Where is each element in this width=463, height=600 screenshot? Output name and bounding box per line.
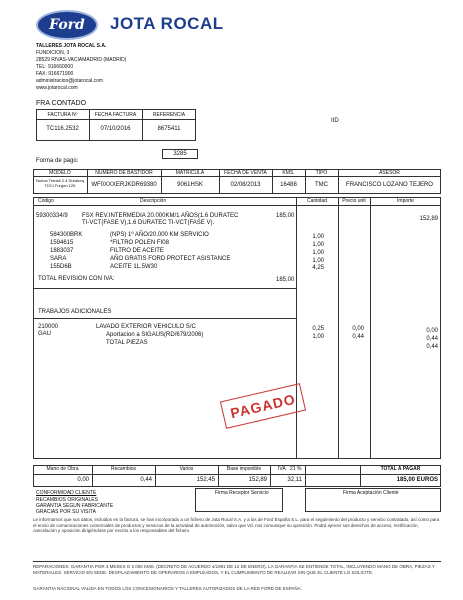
part-desc-4: AÑO GRATIS FORD PROTECT ASISTANCE xyxy=(110,256,231,262)
additional-qty-1: 0,25 xyxy=(312,326,324,332)
part-qty-2: 1,00 xyxy=(312,242,324,248)
additional-code-1: 210000 xyxy=(38,324,59,330)
h-kms: KMS. xyxy=(282,170,295,176)
additional-price-2: 0,44 xyxy=(352,334,364,340)
col-referencia: REFERENCIA xyxy=(152,112,186,118)
ford-logo-text: Ford xyxy=(49,17,85,33)
h-bastidor: NUMERO DE BASTIDOR xyxy=(95,170,153,176)
h-base-imponible: Base imponible xyxy=(226,466,262,472)
service-desc-2: TI-VCT(FASE V),1.6 DURATEC TI-VCT(FASE V). xyxy=(82,220,215,226)
additional-desc-1: LAVADO EXTERIOR VEHICULO S/C xyxy=(96,324,196,330)
address-phone: TEL: 916660000 xyxy=(36,64,73,70)
h-iva: IVA xyxy=(278,466,286,472)
client-line-1: RECAMBIOS ORIGINALES xyxy=(36,497,98,503)
h-tipo: TIPO xyxy=(315,170,328,176)
service-code: 59300334/9 xyxy=(36,213,68,219)
client-line-2: GARANTIA SEGUN FABRICANTE xyxy=(36,503,114,509)
part-qty-5: 4,25 xyxy=(312,265,324,271)
additional-qty-2: 1,00 xyxy=(312,334,324,340)
company-name: JOTA ROCAL xyxy=(110,14,224,33)
vehicle-modelo: Nueva Transit 2.4 Duratorq TDCi Furgon 125 xyxy=(35,178,85,188)
total-pagar-value: 185,00 EUROS xyxy=(396,477,438,483)
footer-legal-2: REPARACIONES: GARANTIA POR 3 MESES O 2.000 KMS. (DECRETO DE ACUERDO 4/1991 DE 12 DE ENERO). LA GARANTIA SE ENTIENDE TOTAL, INCLUYENDO MANO DE OBRA, PIEZAS Y MATERIALES. SERVICIO EN SEDE. DESPLAZAMIENTO DE OPERARIOS A EMPLEADOS, Y EL CUMPLIMIENTO DE REALIZAR SIN QUE EL CLIENTE LO SOLICITE. xyxy=(33,564,435,575)
factura-date: 07/10/2016 xyxy=(100,126,131,132)
mano-obra-value: 0,00 xyxy=(77,477,89,483)
h-cantidad: Cantidad xyxy=(306,198,327,204)
address-web: www.jotarocal.com xyxy=(36,85,78,91)
vehicle-tipo: TMC xyxy=(315,182,328,188)
part-code-4: SARA xyxy=(50,256,67,262)
vehicle-matricula: 9061HSK xyxy=(177,182,203,188)
footer-legal-1: Le informamos que sus datos, incluidos en la factura, se han incorporado a un fichero de Jota Rocal S.A. y a los de Ford España S.L. para el seguimiento del producto y servicio contratado, así como para el envío de comunicaciones comerciales de productos y servicios de la actividad de automoción, salvo que Vd. nos comunique su oposición. Podrá ejercer sus derechos de acceso, rectificación, cancelación y oposición dirigiéndose por escrito a los responsables del fichero. xyxy=(33,517,440,533)
additional-total-value: 0,44 xyxy=(426,344,438,350)
recambios-value: 0,44 xyxy=(140,477,152,483)
additional-desc-2: Aportacion a SIGAUS(RD/679/2006) xyxy=(106,332,204,338)
part-qty-3: 1,00 xyxy=(312,250,324,256)
col-fecha: FECHA FACTURA xyxy=(94,112,137,118)
part-qty-4: 1,00 xyxy=(312,258,324,264)
additional-total-label: TOTAL PIEZAS xyxy=(106,340,148,346)
h-precio: Precio unit xyxy=(342,198,366,204)
firma-cliente: Firma Aceptación Cliente xyxy=(343,490,399,496)
firma-taller: Firma Receptor Servicio xyxy=(215,490,269,496)
h-matricula: MATRICULA xyxy=(175,170,205,176)
client-code: 3285 xyxy=(162,149,198,159)
h-fecha-venta: FECHA DE VENTA xyxy=(224,170,267,176)
varios-value: 152,45 xyxy=(196,477,215,483)
forma-pago-label: Forma de pago: xyxy=(36,158,79,164)
h-modelo: MODELO xyxy=(49,170,71,176)
vehicle-kms: 16488 xyxy=(280,182,297,188)
address-line-2: FUNDICION, 3 xyxy=(36,50,70,56)
service-desc-value: 185,00 xyxy=(276,213,295,219)
service-importe: 152,89 xyxy=(419,216,438,222)
col-factura: FACTURA Nº xyxy=(47,112,78,118)
part-qty-1: 1,00 xyxy=(312,234,324,240)
additional-code-2: GAU xyxy=(38,331,52,337)
vehicle-bastidor: WF0XXXERJKDR69380 xyxy=(91,182,157,188)
paid-stamp: PAGADO xyxy=(220,383,306,429)
part-desc-1: (NPS) 1º AÑO/20.000 KM SERVICIO xyxy=(110,232,209,238)
vehicle-fecha: 02/08/2013 xyxy=(230,182,261,188)
h-varios: Varios xyxy=(179,466,194,472)
iid-label: IID xyxy=(331,118,339,124)
footer-legal-3: GARANTIA NACIONAL VALIDA EN TODOS LOS CONCESIONARIOS Y TALLERES AUTORIZADOS DE LA RED FORD DE ESPAÑA. xyxy=(33,586,302,591)
ford-logo xyxy=(36,10,98,40)
additional-price-1: 0,00 xyxy=(352,326,364,332)
h-mano-obra: Mano de Obra xyxy=(46,466,79,472)
h-descripcion: Descripción xyxy=(140,198,167,204)
service-total-value: 185,00 xyxy=(276,277,295,283)
h-asesor: ASESOR xyxy=(379,170,400,176)
additional-importe-2: 0,44 xyxy=(426,336,438,342)
address-email: administracion@jotarocal.com xyxy=(36,78,104,84)
h-total-pagar: TOTAL A PAGAR xyxy=(380,466,421,472)
client-line-3: GRACIAS POR SU VISITA xyxy=(36,509,96,515)
h-codigo: Código xyxy=(38,198,54,204)
base-imponible-value: 152,89 xyxy=(248,477,267,483)
service-total-label: TOTAL REVISION CON IVA: xyxy=(38,276,115,282)
conformidad-cliente: CONFORMIDAD CLIENTE xyxy=(36,490,97,496)
factura-reference: 8675411 xyxy=(157,126,181,132)
iva-value: 32,11 xyxy=(287,477,302,483)
part-code-1: 584300BRK xyxy=(50,232,83,238)
part-code-3: 1883037 xyxy=(50,248,74,254)
address-line-3: 28529 RIVAS-VACIAMADRID (MADRID) xyxy=(36,57,127,63)
h-importe: Importe xyxy=(397,198,414,204)
invoice-type: FRA CONTADO xyxy=(36,100,87,107)
iva-percentage: 21 % xyxy=(290,466,302,472)
additional-importe-1: 0,00 xyxy=(426,328,438,334)
factura-number: TC116.2532 xyxy=(46,126,79,132)
part-desc-2: *FILTRO POLEN FI08 xyxy=(110,240,169,246)
address-line-1: TALLERES JOTA ROCAL S.A. xyxy=(36,43,107,49)
part-code-5: 155D6B xyxy=(50,264,72,270)
part-code-2: 1594615 xyxy=(50,240,74,246)
service-desc-1: FSX REV.INTERMEDIA 20.000KM/1 AÑOS(1.6 DURATEC xyxy=(82,213,239,219)
part-desc-5: ACEITE 1L.5W30 xyxy=(110,264,158,270)
vehicle-asesor: FRANCISCO LOZANO TEJERO xyxy=(346,182,433,188)
part-desc-3: FILTRO DE ACEITE xyxy=(110,248,164,254)
additional-title: TRABAJOS ADICIONALES xyxy=(38,309,112,315)
address-fax: FAX: 916671900 xyxy=(36,71,74,77)
h-recambios: Recambios xyxy=(110,466,136,472)
